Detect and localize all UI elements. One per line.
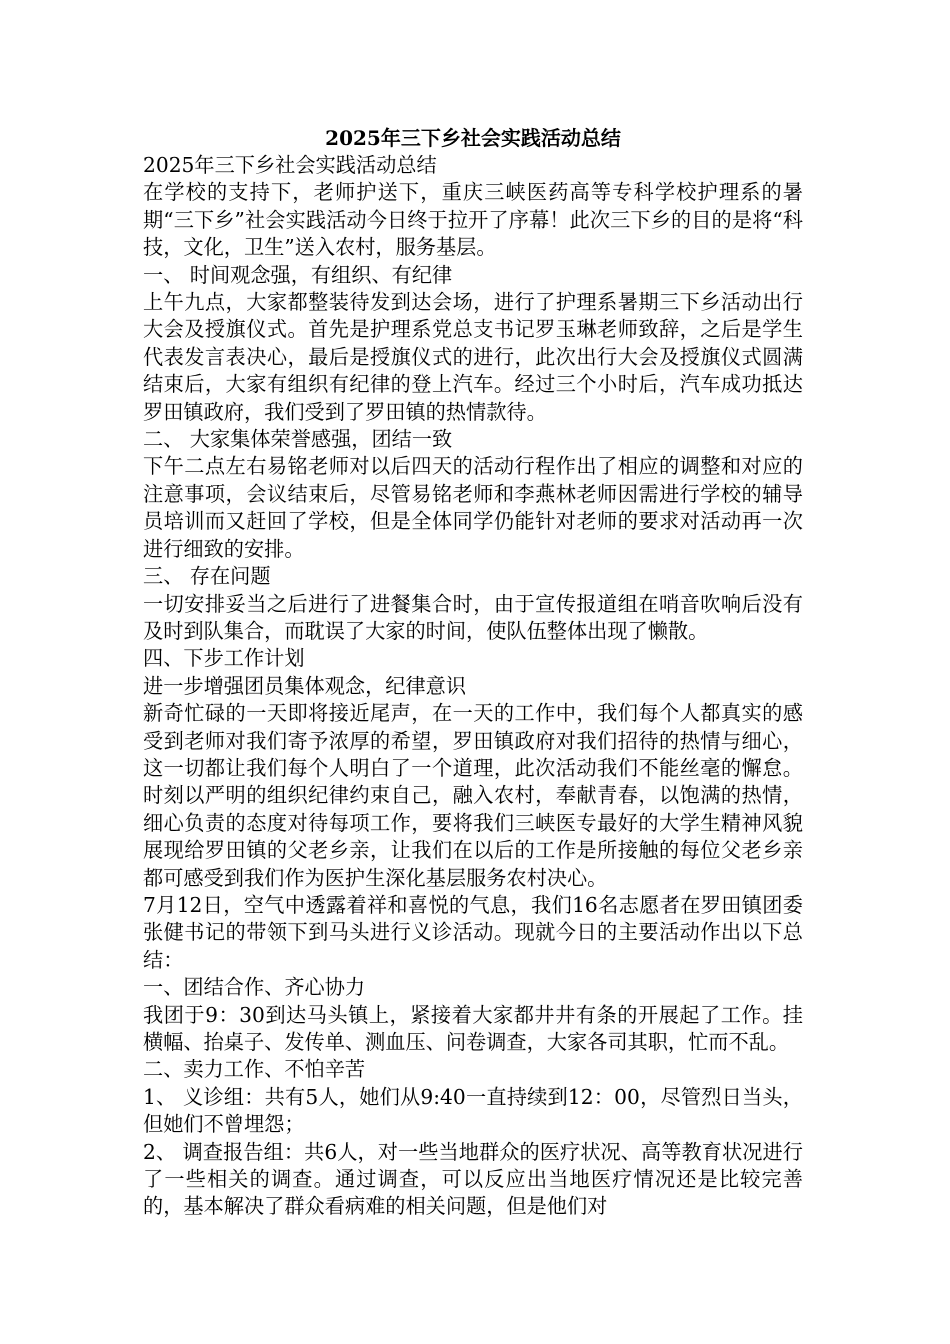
paragraph-summary-1: 我团于9：30到达马头镇上，紧接着大家都井井有条的开展起了工作。挂横幅、抬桌子、发传单、测血压、问卷调查，大家各司其职，忙而不乱。 — [143, 1002, 803, 1054]
list-item-survey-group: 2、 调查报告组：共6人，对一些当地群众的医疗状况、高等教育状况进行了一些相关的调查。通过调查，可以反应出当地医疗情况还是比较完善的，基本解决了群众看病难的相关问题，但是他们对 — [143, 1139, 803, 1219]
document-page — [143, 118, 803, 1221]
paragraph-july-12: 7月12日，空气中透露着祥和喜悦的气息，我们16名志愿者在罗田镇团委张健书记的带领下到马头进行义诊活动。现就今日的主要活动作出以下总结： — [143, 892, 803, 972]
summary-heading-1: 一、团结合作、齐心协力 — [143, 975, 366, 1000]
section-heading-2: 二、 大家集体荣誉感强，团结一致 — [143, 427, 453, 452]
section-heading-3: 三、 存在问题 — [143, 564, 271, 589]
document-title: 2025年三下乡社会实践活动总结 — [325, 126, 621, 150]
list-item-clinic-group: 1、 义诊组：共有5人，她们从9:40一直持续到12：00，尽管烈日当头，但她们不曾埋怨； — [143, 1084, 803, 1137]
summary-heading-2: 二、卖力工作、不怕辛苦 — [143, 1057, 366, 1082]
section-heading-4: 四、下步工作计划 — [143, 646, 305, 671]
paragraph-section-2: 下午二点左右易铭老师对以后四天的活动行程作出了相应的调整和对应的注意事项，会议结束后，尽管易铭老师和李燕林老师因需进行学校的辅导员培训而又赶回了学校，但是全体同学仍能针对老师的要求对活动再一次进行细致的安排。 — [143, 454, 803, 561]
section-heading-1: 一、 时间观念强，有组织、有纪律 — [143, 262, 453, 287]
intro-heading: 2025年三下乡社会实践活动总结 — [143, 153, 437, 177]
paragraph-section-3: 一切安排妥当之后进行了进餐集合时，由于宣传报道组在哨音吹响后没有及时到队集合，而耽误了大家的时间，使队伍整体出现了懒散。 — [143, 591, 803, 643]
paragraph-intro: 在学校的支持下，老师护送下，重庆三峡医药高等专科学校护理系的暑期“三下乡”社会实践活动今日终于拉开了序幕！此次三下乡的目的是将“科技，文化，卫生”送入农村，服务基层。 — [143, 180, 803, 260]
paragraph-section-1: 上午九点，大家都整装待发到达会场，进行了护理系暑期三下乡活动出行大会及授旗仪式。首先是护理系党总支书记罗玉琳老师致辞，之后是学生代表发言表决心，最后是授旗仪式的进行，此次出行大会及授旗仪式圆满结束后，大家有组织有纪律的登上汽车。经过三个小时后，汽车成功抵达罗田镇政府，我们受到了罗田镇的热情款待。 — [143, 290, 803, 424]
paragraph-plan: 新奇忙碌的一天即将接近尾声，在一天的工作中，我们每个人都真实的感受到老师对我们寄予浓厚的希望，罗田镇政府对我们招待的热情与细心，这一切都让我们每个人明白了一个道理，此次活动我们不能丝毫的懈怠。时刻以严明的组织纪律约束自己，融入农村，奉献青春，以饱满的热情，细心负责的态度对待每项工作，要将我们三峡医专最好的大学生精神风貌展现给罗田镇的父老乡亲，让我们在以后的工作是所接触的每位父老乡亲都可感受到我们作为医护生深化基层服务农村决心。 — [143, 701, 803, 890]
subheading-plan: 进一步增强团员集体观念，纪律意识 — [143, 673, 467, 698]
